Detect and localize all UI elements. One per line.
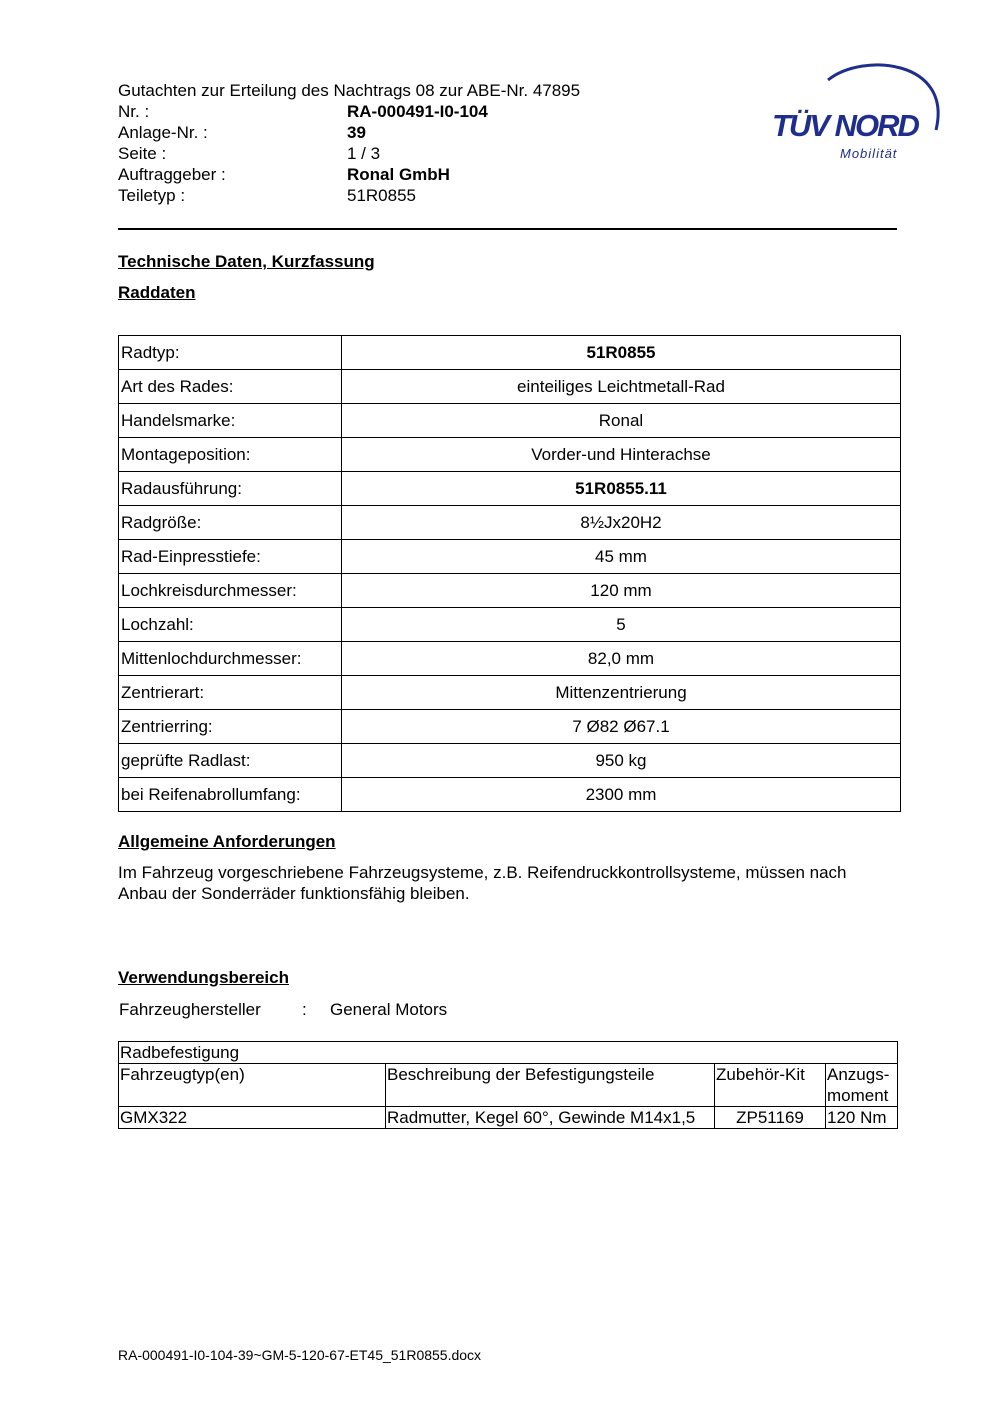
wheel-data-row bbox=[119, 336, 901, 370]
wheel-data-key: Zentrierart: bbox=[119, 676, 342, 710]
wheel-data-row bbox=[119, 676, 901, 710]
wheel-data-key: bei Reifenabrollumfang: bbox=[119, 778, 342, 812]
wheel-data-key: Lochkreisdurchmesser: bbox=[119, 574, 342, 608]
wheel-data-row bbox=[119, 404, 901, 438]
wheel-data-row bbox=[119, 710, 901, 744]
wheel-data-key: Radausführung: bbox=[119, 472, 342, 506]
header-label: Auftraggeber : bbox=[118, 165, 226, 184]
fixing-caption: Radbefestigung bbox=[119, 1042, 898, 1064]
header-label: Seite : bbox=[118, 144, 167, 163]
fixing-caption-row bbox=[119, 1042, 898, 1064]
wheel-data-value: Vorder-und Hinterachse bbox=[342, 438, 901, 472]
wheel-data-value: Mittenzentrierung bbox=[342, 676, 901, 710]
wheel-data-value: 82,0 mm bbox=[342, 642, 901, 676]
wheel-data-value: 5 bbox=[342, 608, 901, 642]
header-value: Ronal GmbH bbox=[347, 165, 450, 184]
wheel-data-table bbox=[118, 335, 901, 812]
tuv-nord-logo bbox=[768, 60, 948, 170]
wheel-data-value: 120 mm bbox=[342, 574, 901, 608]
allgemein-paragraph: Im Fahrzeug vorgeschriebene Fahrzeugsysteme, z.B. Reifendruckkontrollsysteme, müssen nach Anbau der Sonderräder funktionsfähig bleiben. bbox=[118, 863, 847, 903]
wheel-data-value: 2300 mm bbox=[342, 778, 901, 812]
wheel-data-key: geprüfte Radlast: bbox=[119, 744, 342, 778]
wheel-data-value: einteiliges Leichtmetall-Rad bbox=[342, 370, 901, 404]
manufacturer-separator: : bbox=[302, 1000, 307, 1019]
wheel-data-row bbox=[119, 744, 901, 778]
fixing-header-row bbox=[119, 1064, 898, 1107]
header-divider bbox=[118, 228, 897, 230]
header-value: 1 / 3 bbox=[347, 144, 381, 163]
header-value: 39 bbox=[347, 123, 366, 142]
wheel-data-key: Montageposition: bbox=[119, 438, 342, 472]
header-label: Teiletyp : bbox=[118, 186, 186, 205]
section-heading-allgemein: Allgemeine Anforderungen bbox=[118, 832, 336, 851]
fixing-header-cell: Anzugs-moment bbox=[826, 1064, 898, 1107]
wheel-data-value: 51R0855 bbox=[342, 336, 901, 370]
section-heading-verwendung: Verwendungsbereich bbox=[118, 968, 289, 987]
logo-brand: TÜV NORD bbox=[772, 108, 918, 143]
header-label: Anlage-Nr. : bbox=[118, 123, 208, 142]
wheel-data-value: 950 kg bbox=[342, 744, 901, 778]
wheel-data-key: Handelsmarke: bbox=[119, 404, 342, 438]
wheel-data-row bbox=[119, 778, 901, 812]
wheel-data-key: Lochzahl: bbox=[119, 608, 342, 642]
fixing-header-cell: Zubehör-Kit bbox=[715, 1064, 826, 1107]
header-row-anlage bbox=[118, 122, 678, 143]
wheel-data-value: 7 Ø82 Ø67.1 bbox=[342, 710, 901, 744]
wheel-data-row bbox=[119, 438, 901, 472]
wheel-data-value: 51R0855.11 bbox=[342, 472, 901, 506]
wheel-data-key: Mittenlochdurchmesser: bbox=[119, 642, 342, 676]
fixing-cell: GMX322 bbox=[119, 1107, 386, 1129]
wheel-data-key: Radgröße: bbox=[119, 506, 342, 540]
section-heading-tech: Technische Daten, Kurzfassung bbox=[118, 252, 375, 271]
wheel-data-key: Zentrierring: bbox=[119, 710, 342, 744]
header-value: 51R0855 bbox=[347, 186, 417, 205]
manufacturer-value: General Motors bbox=[330, 1000, 448, 1019]
fixing-cell: ZP51169 bbox=[715, 1107, 826, 1129]
header-row-seite bbox=[118, 143, 678, 164]
header-row-auftraggeber bbox=[118, 164, 678, 185]
manufacturer-label: Fahrzeughersteller bbox=[119, 1000, 261, 1019]
header-row-teiletyp bbox=[118, 185, 678, 206]
document-title: Gutachten zur Erteilung des Nachtrags 08 zur ABE-Nr. 47895 bbox=[118, 81, 581, 100]
wheel-data-row bbox=[119, 608, 901, 642]
wheel-data-row bbox=[119, 472, 901, 506]
header-value: RA-000491-I0-104 bbox=[347, 102, 488, 121]
wheel-data-row bbox=[119, 370, 901, 404]
wheel-data-key: Rad-Einpresstiefe: bbox=[119, 540, 342, 574]
logo-sub: Mobilität bbox=[840, 146, 898, 161]
wheel-data-row bbox=[119, 574, 901, 608]
wheel-data-value: Ronal bbox=[342, 404, 901, 438]
wheel-data-key: Art des Rades: bbox=[119, 370, 342, 404]
wheel-data-row bbox=[119, 506, 901, 540]
fixing-header-cell: Beschreibung der Befestigungsteile bbox=[386, 1064, 715, 1107]
wheel-data-value: 45 mm bbox=[342, 540, 901, 574]
footer-filename: RA-000491-I0-104-39~GM-5-120-67-ET45_51R0855.docx bbox=[118, 1347, 482, 1363]
header-row-nr bbox=[118, 101, 678, 122]
fixing-row bbox=[119, 1107, 898, 1129]
wheel-fixing-table bbox=[118, 1041, 898, 1129]
fixing-cell: 120 Nm bbox=[826, 1107, 898, 1129]
wheel-data-row bbox=[119, 642, 901, 676]
wheel-data-value: 8½Jx20H2 bbox=[342, 506, 901, 540]
header-label: Nr. : bbox=[118, 102, 150, 121]
section-heading-raddaten: Raddaten bbox=[118, 283, 196, 302]
fixing-cell: Radmutter, Kegel 60°, Gewinde M14x1,5 bbox=[386, 1107, 715, 1129]
wheel-data-key: Radtyp: bbox=[119, 336, 342, 370]
wheel-data-row bbox=[119, 540, 901, 574]
fixing-header-cell: Fahrzeugtyp(en) bbox=[119, 1064, 386, 1107]
